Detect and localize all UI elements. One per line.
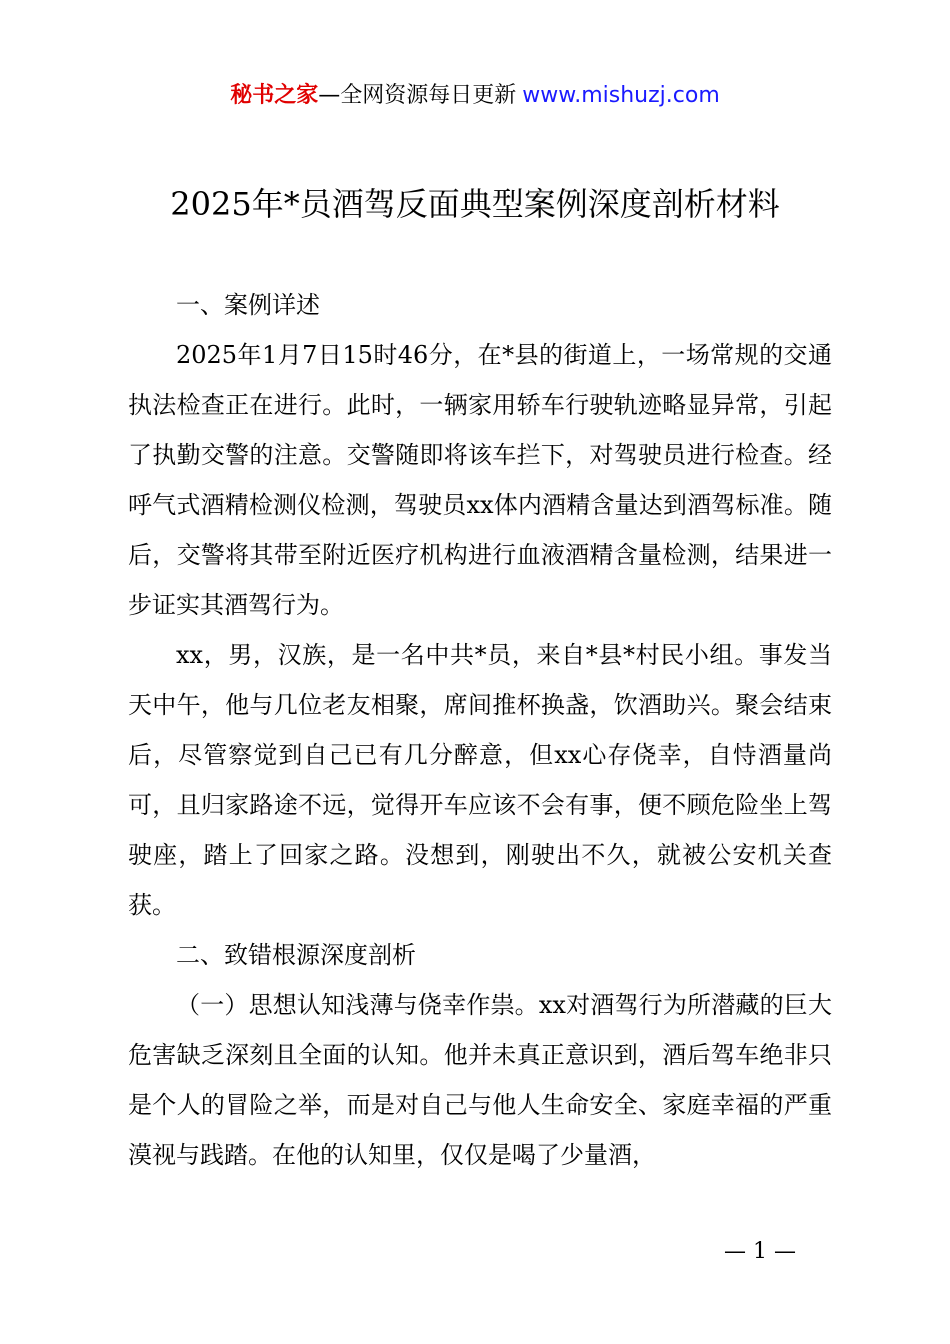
section-heading: 一、案例详述 <box>176 291 320 319</box>
section-heading: 二、致错根源深度剖析 <box>176 941 416 969</box>
document-title: 2025年*员酒驾反面典型案例深度剖析材料 <box>170 185 780 223</box>
site-header <box>0 80 950 112</box>
site-tagline: —全网资源每日更新 <box>318 83 517 108</box>
page-number: — 1 — <box>724 1239 796 1264</box>
body-paragraph: xx，男，汉族，是一名中共*员，来自*县*村民小组。事发当天中午，他与几位老友相聚，席间推杯换盏，饮酒助兴。聚会结束后，尽管察觉到自己已有几分醉意，但xx心存侥幸，自恃酒量尚可，且归家路途不远，觉得开车应该不会有事，便不顾危险坐上驾驶座，踏上了回家之路。没想到，刚驶出不久，就被公安机关查获。 <box>128 641 832 919</box>
site-brand: 秘书之家 <box>230 83 319 108</box>
body-paragraph: （一）思想认知浅薄与侥幸作祟。xx对酒驾行为所潜藏的巨大危害缺乏深刻且全面的认知。他并未真正意识到，酒后驾车绝非只是个人的冒险之举，而是对自己与他人生命安全、家庭幸福的严重漠视与践踏。在他的认知里，仅仅是喝了少量酒， <box>128 991 832 1169</box>
document-body <box>128 280 832 1180</box>
site-url[interactable]: www.mishuzj.com <box>522 83 720 108</box>
body-paragraph: 2025年1月7日15时46分，在*县的街道上，一场常规的交通执法检查正在进行。此时，一辆家用轿车行驶轨迹略显异常，引起了执勤交警的注意。交警随即将该车拦下，对驾驶员进行检查。经呼气式酒精检测仪检测，驾驶员xx体内酒精含量达到酒驾标准。随后，交警将其带至附近医疗机构进行血液酒精含量检测，结果进一步证实其酒驾行为。 <box>128 341 832 619</box>
